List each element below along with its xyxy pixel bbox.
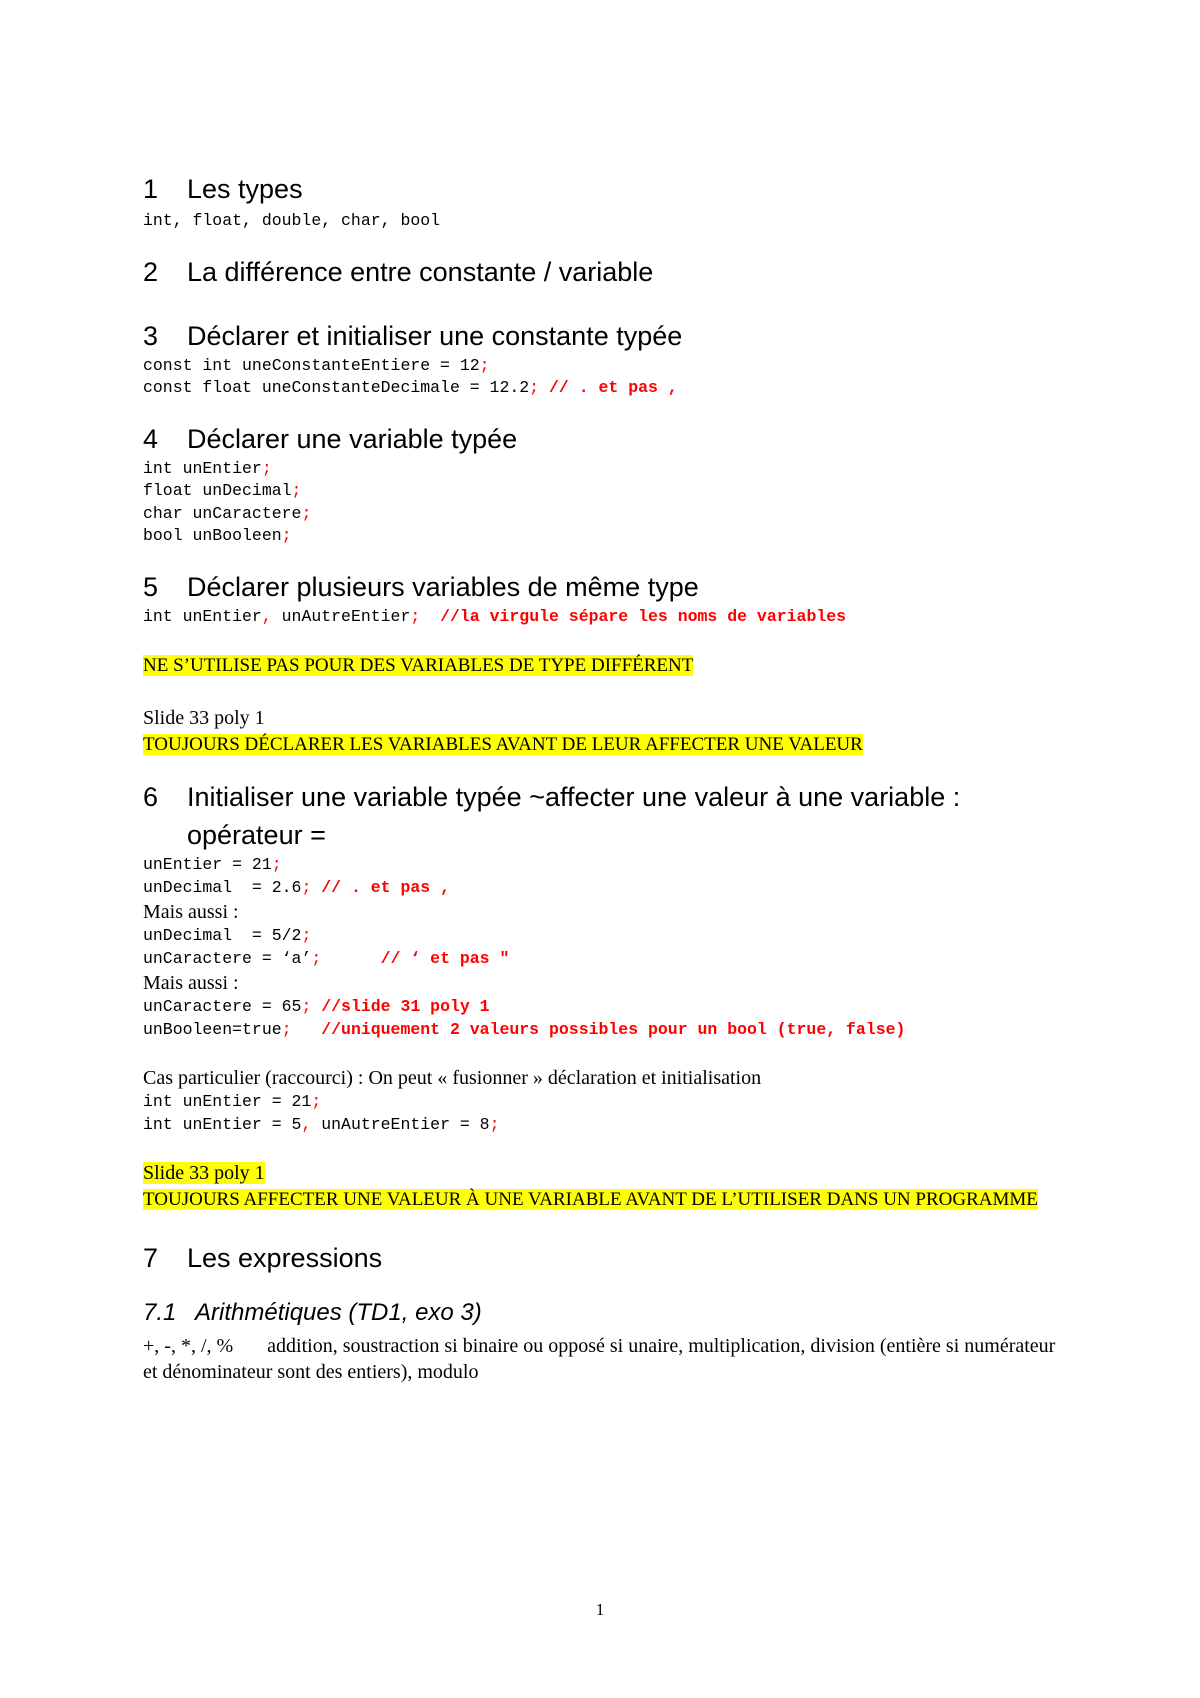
section-number: 2 (143, 256, 159, 287)
code-text: unAutreEntier (271, 606, 411, 626)
subsection-number: 7.1 (143, 1299, 177, 1326)
section-3-heading (143, 317, 1073, 355)
body-text: Mais aussi : (143, 972, 239, 994)
code-line: unEntier = 21; (143, 855, 282, 874)
code-text: unDecimal = 5/2 (143, 926, 302, 945)
code-line: int unEntier, unAutreEntier; //la virgule sépare les noms de variables (143, 606, 847, 626)
code-line: int unEntier = 5, unAutreEntier = 8; (143, 1114, 500, 1134)
section-title: Les types (187, 174, 303, 204)
code-text: int unEntier = 21 (143, 1092, 312, 1111)
code-text: float unDecimal (143, 481, 292, 500)
code-text: int unEntier (143, 458, 262, 478)
highlight-text: TOUJOURS AFFECTER UNE VALEUR À UNE VARIABLE AVANT DE L’UTILISER DANS UN PROGRAMME (143, 1189, 1038, 1210)
section-title: Initialiser une variable typée ~affecter une valeur à une variable : opérateur = (187, 782, 961, 850)
section-5-heading (143, 568, 1073, 606)
code-comment: //slide 31 poly 1 (321, 997, 490, 1016)
code-line: unDecimal = 5/2; (143, 926, 312, 945)
section-4-heading (143, 420, 1073, 458)
code-line: unBooleen=true; //uniquement 2 valeurs possibles pour un bool (true, false) (143, 1019, 906, 1039)
highlight-note (143, 731, 1073, 758)
section-title: La différence entre constante / variable (187, 256, 654, 287)
types-list: int, float, double, char, bool (143, 211, 441, 230)
code-line: unDecimal = 2.6; // . et pas , (143, 877, 450, 897)
section-7-heading (143, 1239, 1073, 1277)
code-line: const float uneConstanteDecimale = 12.2; // . et pas , (143, 378, 678, 397)
code-comment: // ‘ et pas " (380, 948, 510, 968)
operators-description: addition, soustraction si binaire ou opposé si unaire, multiplication, division (entière si numérateur et dénominateur sont des entiers), modulo (143, 1335, 1056, 1383)
code-text: int unEntier (143, 606, 262, 626)
code-line: bool unBooleen; (143, 526, 292, 545)
highlight-text: Slide 33 poly 1 (143, 1162, 265, 1184)
code-comment: // . et pas , (321, 877, 450, 897)
section-6-heading (143, 778, 1073, 854)
code-comment: //la virgule sépare les noms de variables (440, 606, 847, 626)
highlight-note (143, 652, 1073, 679)
section-number: 3 (143, 320, 159, 351)
section-number: 1 (143, 174, 159, 204)
highlight-text: TOUJOURS DÉCLARER LES VARIABLES AVANT DE LEUR AFFECTER UNE VALEUR (143, 734, 863, 755)
code-text: unDecimal = 2.6 (143, 877, 302, 897)
code-text: const int uneConstanteEntiere = 12 (143, 355, 480, 375)
code-line: char unCaractere; (143, 503, 312, 523)
slide-reference: Slide 33 poly 1 (143, 707, 265, 729)
section-number: 4 (143, 423, 159, 454)
code-line: const int uneConstanteEntiere = 12; (143, 355, 490, 375)
section-title: Déclarer une variable typée (187, 423, 518, 454)
section-title: Déclarer plusieurs variables de même type (187, 571, 699, 602)
body-text: Mais aussi : (143, 901, 239, 923)
code-line: int unEntier = 21; (143, 1092, 322, 1111)
code-line: int unEntier; (143, 458, 272, 478)
section-2-heading (143, 253, 1073, 291)
section-1-heading (143, 170, 1073, 208)
subsection-7-1-heading (143, 1297, 1073, 1329)
section-number: 7 (143, 1243, 159, 1273)
document-body (143, 170, 1073, 1385)
code-text: char unCaractere (143, 503, 302, 523)
section-number: 6 (143, 782, 159, 812)
code-line: unCaractere = ‘a’; // ‘ et pas " (143, 948, 510, 968)
body-text: Cas particulier (raccourci) : On peut « fusionner » déclaration et initialisation (143, 1067, 762, 1089)
operators: +, -, *, /, % (143, 1335, 234, 1357)
code-text: unCaractere = ‘a’ (143, 948, 312, 968)
code-text: bool unBooleen (143, 526, 282, 545)
code-text: unBooleen=true (143, 1019, 282, 1039)
code-text: unCaractere = 65 (143, 997, 302, 1016)
section-title: Déclarer et initialiser une constante typée (187, 320, 683, 351)
code-text: int unEntier = 5 (143, 1114, 302, 1134)
code-line: float unDecimal; (143, 481, 302, 500)
section-number: 5 (143, 571, 159, 602)
page-number: 1 (595, 1600, 605, 1619)
code-text: const float uneConstanteDecimale = 12.2 (143, 378, 530, 397)
subsection-title: Arithmétiques (TD1, exo 3) (195, 1299, 482, 1326)
code-line: unCaractere = 65; //slide 31 poly 1 (143, 997, 490, 1016)
code-text: unAutreEntier = 8 (311, 1114, 490, 1134)
code-comment: //uniquement 2 valeurs possibles pour un bool (true, false) (321, 1019, 906, 1039)
code-comment: // . et pas , (548, 378, 678, 397)
code-text: unEntier = 21 (143, 855, 272, 874)
highlight-text: NE S’UTILISE PAS POUR DES VARIABLES DE TYPE DIFFÉRENT (143, 655, 694, 676)
highlight-note (143, 1160, 1073, 1186)
highlight-note (143, 1186, 1073, 1213)
section-title: Les expressions (187, 1243, 383, 1273)
operators-paragraph (143, 1333, 1073, 1385)
